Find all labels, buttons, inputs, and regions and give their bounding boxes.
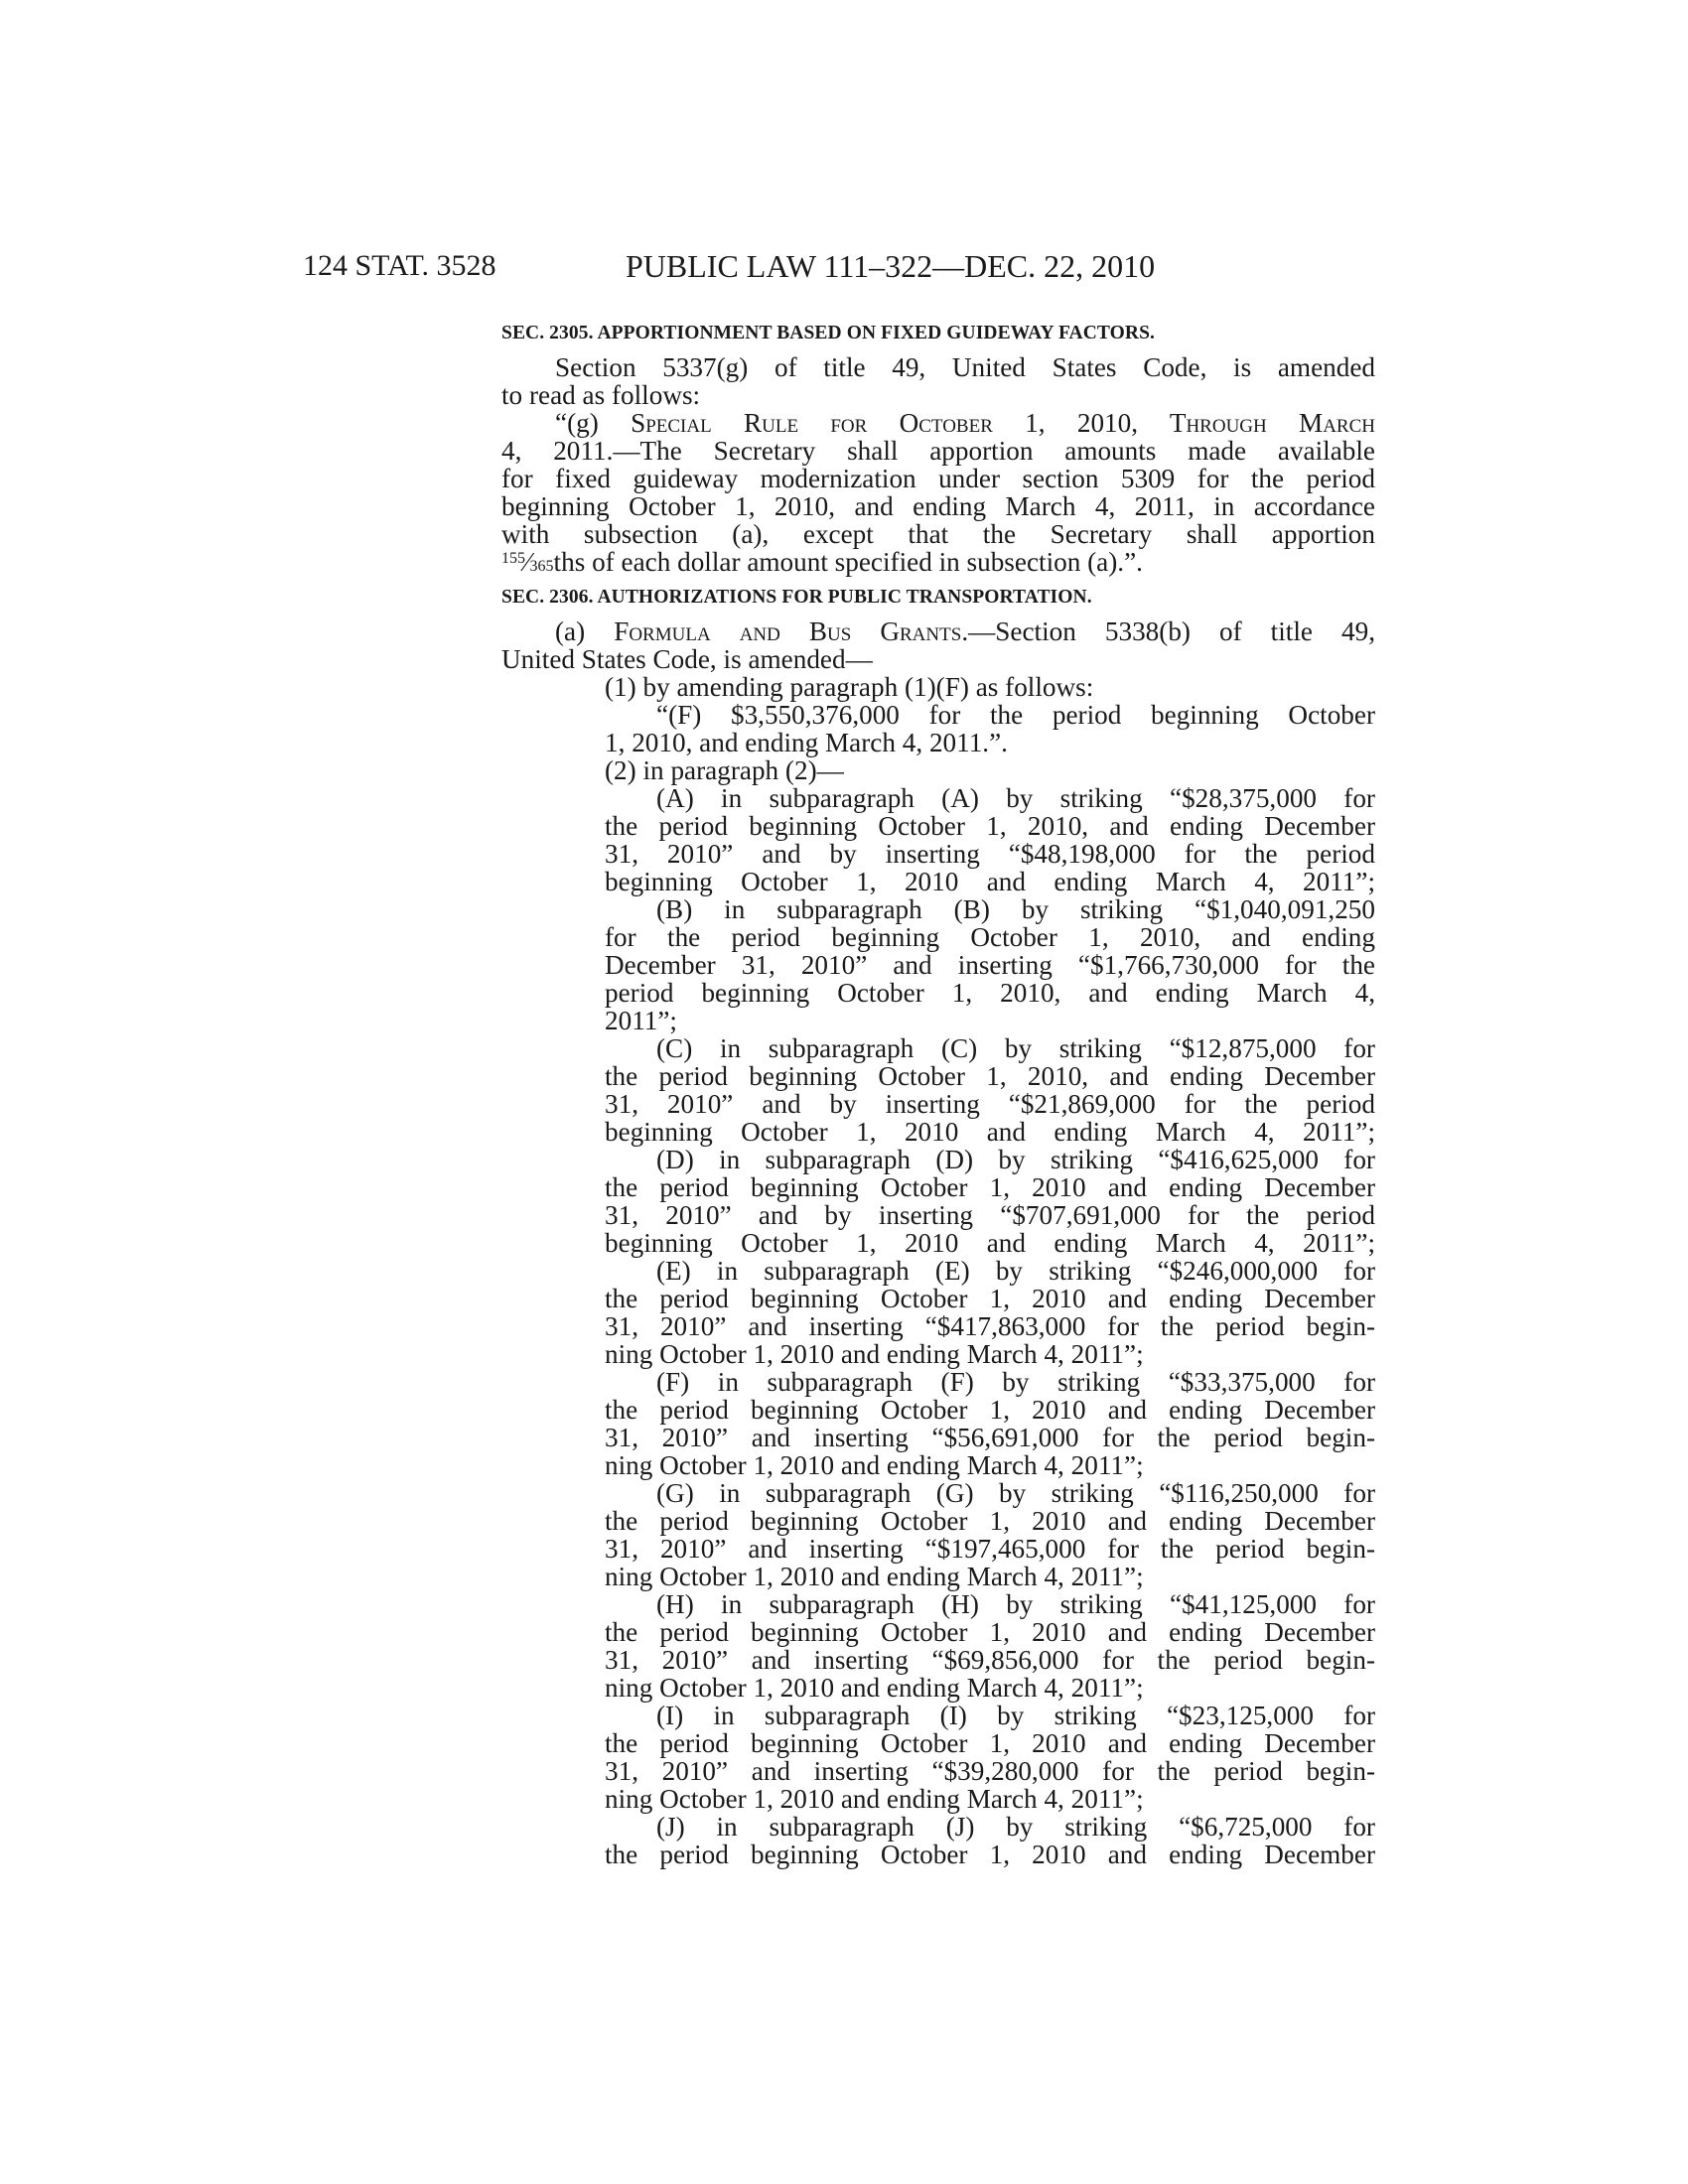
paragraph-line: the period beginning October 1, 2010 and ending December	[605, 1617, 1375, 1647]
statute-page-number: 124 STAT. 3528	[303, 249, 496, 282]
paragraph-line: (A) in subparagraph (A) by striking “$28,375,000 for	[656, 783, 1375, 813]
paragraph-line: (E) in subparagraph (E) by striking “$246,000,000 for	[656, 1256, 1375, 1286]
fraction-line	[501, 548, 1375, 576]
paragraph-line: the period beginning October 1, 2010, and ending December	[605, 1061, 1375, 1091]
rule-title-line	[501, 409, 1375, 437]
paragraph-line: the period beginning October 1, 2010 and ending December	[605, 1395, 1375, 1425]
paragraph-line: beginning October 1, 2010 and ending March 4, 2011”;	[605, 1228, 1375, 1258]
subsection-a-line	[501, 617, 1375, 645]
section-heading-2306: SEC. 2306. AUTHORIZATIONS FOR PUBLIC TRANSPORTATION.	[501, 587, 1092, 608]
fraction-slash: ⁄	[525, 547, 530, 577]
paragraph-line: ning October 1, 2010 and ending March 4, 2011”;	[605, 1562, 1144, 1591]
rule-title: Special Rule for October 1, 2010, Through March	[631, 408, 1375, 438]
paragraph-line: Section 5337(g) of title 49, United States Code, is amended	[555, 352, 1375, 382]
running-header	[303, 246, 1375, 286]
paragraph-line: 4, 2011.—The Secretary shall apportion amounts made available	[501, 436, 1375, 466]
paragraph-line: period beginning October 1, 2010, and ending March 4,	[605, 978, 1375, 1008]
paragraph-line: 31, 2010” and by inserting “$21,869,000 for the period	[605, 1089, 1375, 1119]
paragraph-line: (G) in subparagraph (G) by striking “$116,250,000 for	[656, 1478, 1375, 1508]
paragraph-line: United States Code, is amended—	[501, 644, 873, 674]
paragraph-line: ths of each dollar amount specified in subsection (a).”.	[553, 547, 1143, 577]
paragraph-line: (I) in subparagraph (I) by striking “$23,125,000 for	[656, 1701, 1375, 1730]
subsection-title: Formula and Bus Grants	[614, 616, 962, 646]
paragraph-line: for fixed guideway modernization under section 5309 for the period	[501, 464, 1375, 493]
paragraph-line: the period beginning October 1, 2010 and ending December	[605, 1506, 1375, 1536]
public-law-citation: PUBLIC LAW 111–322—DEC. 22, 2010	[626, 248, 1156, 284]
paragraph-line: (D) in subparagraph (D) by striking “$416,625,000 for	[656, 1145, 1375, 1174]
paragraph-line: 31, 2010” and inserting “$39,280,000 for the period begin-	[605, 1756, 1375, 1786]
paragraph-line: to read as follows:	[501, 380, 701, 410]
paragraph-line: (J) in subparagraph (J) by striking “$6,725,000 for	[656, 1812, 1375, 1842]
paragraph-line: with subsection (a), except that the Secretary shall apportion	[501, 519, 1375, 549]
paragraph-line: 31, 2010” and by inserting “$707,691,000 for the period	[605, 1200, 1375, 1230]
paragraph-line: ning October 1, 2010 and ending March 4, 2011”;	[605, 1673, 1144, 1703]
paragraph-line: 31, 2010” and inserting “$197,465,000 for the period begin-	[605, 1534, 1375, 1564]
paragraph-line: 31, 2010” and inserting “$69,856,000 for the period begin-	[605, 1645, 1375, 1675]
paragraph-line: 31, 2010” and inserting “$56,691,000 for the period begin-	[605, 1423, 1375, 1452]
paragraph-line: beginning October 1, 2010 and ending March 4, 2011”;	[605, 867, 1375, 896]
fraction-denominator: 365	[529, 558, 554, 575]
paragraph-line: the period beginning October 1, 2010 and ending December	[605, 1728, 1375, 1758]
paragraph-line: for the period beginning October 1, 2010, and ending	[605, 922, 1375, 952]
paragraph-line: the period beginning October 1, 2010, and ending December	[605, 811, 1375, 841]
paragraph-line: the period beginning October 1, 2010 and ending December	[605, 1172, 1375, 1202]
paragraph-line: ning October 1, 2010 and ending March 4, 2011”;	[605, 1784, 1144, 1814]
paragraph-line: 31, 2010” and by inserting “$48,198,000 for the period	[605, 839, 1375, 869]
paragraph-line: 2011”;	[605, 1006, 677, 1035]
paragraph-line: the period beginning October 1, 2010 and ending December	[605, 1284, 1375, 1313]
paragraph-line: ning October 1, 2010 and ending March 4, 2011”;	[605, 1450, 1144, 1480]
paragraph-line: (C) in subparagraph (C) by striking “$12,875,000 for	[656, 1033, 1375, 1063]
section-heading-2305: SEC. 2305. APPORTIONMENT BASED ON FIXED GUIDEWAY FACTORS.	[501, 323, 1156, 343]
paragraph-line: December 31, 2010” and inserting “$1,766,730,000 for the	[605, 950, 1375, 980]
subsection-text: .—Section 5338(b) of title 49,	[961, 616, 1375, 646]
paragraph-line: 1, 2010, and ending March 4, 2011.”.	[605, 728, 1008, 757]
paragraph-line: (F) in subparagraph (F) by striking “$33,375,000 for	[656, 1367, 1375, 1397]
paragraph-line: (2) in paragraph (2)—	[605, 755, 844, 785]
paragraph-line: beginning October 1, 2010 and ending March 4, 2011”;	[605, 1117, 1375, 1147]
paragraph-line: (1) by amending paragraph (1)(F) as follows:	[605, 672, 1094, 702]
paragraph-line: beginning October 1, 2010, and ending March 4, 2011, in accordance	[501, 491, 1375, 521]
paragraph-line: the period beginning October 1, 2010 and ending December	[605, 1840, 1375, 1869]
paragraph-line: (B) in subparagraph (B) by striking “$1,040,091,250	[656, 894, 1375, 924]
paragraph-line: ning October 1, 2010 and ending March 4, 2011”;	[605, 1339, 1144, 1369]
document-body	[501, 320, 1375, 1868]
subsection-label: (a)	[555, 616, 615, 646]
paragraph-line: 31, 2010” and inserting “$417,863,000 for the period begin-	[605, 1311, 1375, 1341]
paragraph-line: “(F) $3,550,376,000 for the period beginning October	[656, 700, 1375, 730]
paragraph-line: (H) in subparagraph (H) by striking “$41,125,000 for	[656, 1589, 1375, 1619]
quote-open: “(g)	[555, 408, 632, 438]
fraction-numerator: 155	[501, 550, 525, 567]
